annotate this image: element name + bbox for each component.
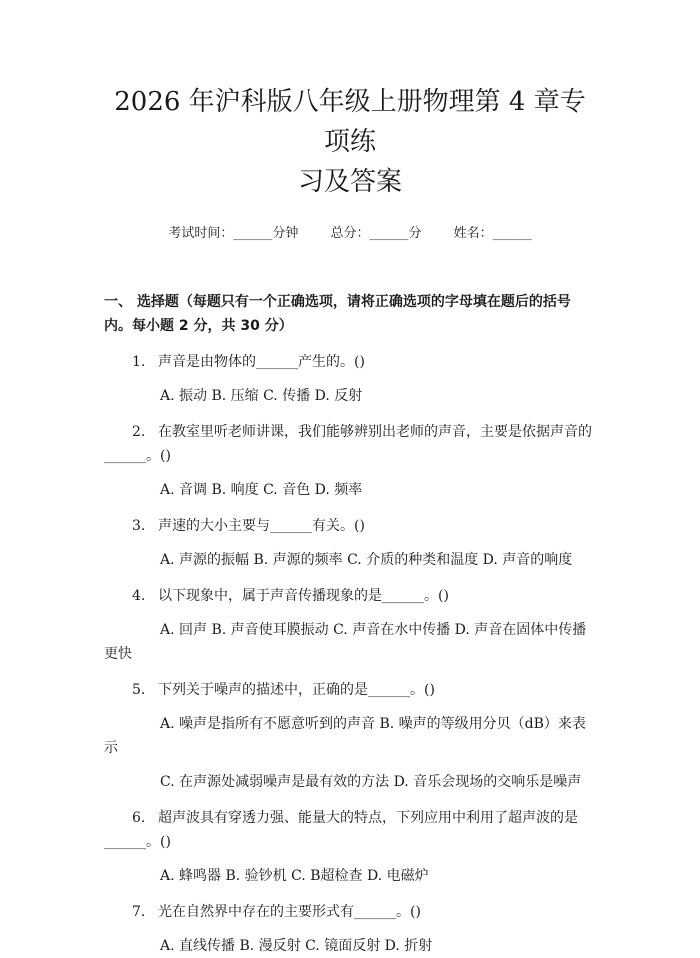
exam-time: 考试时间：______分钟 [168,226,299,241]
question-number: 2. [132,424,146,440]
title-line-2: 习及答案 [297,167,402,197]
exam-score: 总分：______分 [330,226,422,241]
question-stem: 声音是由物体的______产生的。() [158,354,365,370]
question-text [104,900,596,924]
question-options: A. 噪声是指所有不愿意听到的声音 B. 噪声的等级用分贝（dB）来表示 [104,716,586,756]
question-stem: 在教室里听老师讲课，我们能够辨别出老师的声音，主要是依据声音的______。() [104,424,592,464]
question-text [104,420,596,468]
question-text [104,584,596,608]
question-number: 7. [132,904,146,920]
question-stem: 下列关于噪声的描述中，正确的是______。() [158,682,435,698]
question-text [104,350,596,374]
question-number: 6. [132,810,146,826]
question-stem: 以下现象中，属于声音传播现象的是______。() [158,588,449,604]
question-stem: 超声波具有穿透力强、能量大的特点，下列应用中利用了超声波的是______。() [104,810,578,850]
question-options: A. 声源的振幅 B. 声源的频率 C. 介质的种类和温度 D. 声音的响度 [160,552,573,568]
document-title [104,0,596,202]
question-options: A. 振动 B. 压缩 C. 传播 D. 反射 [160,388,363,404]
question-number: 3. [132,518,146,534]
question-number: 5. [132,682,146,698]
question-number: 1. [132,354,146,370]
question-text [104,514,596,538]
question-options: A. 蜂鸣器 B. 验钞机 C. B超检查 D. 电磁炉 [160,868,429,884]
question-number: 4. [132,588,146,604]
exam-info [104,224,596,244]
question-options: A. 音调 B. 响度 C. 音色 D. 频率 [160,482,363,498]
section-heading: 一、 选择题（每题只有一个正确选项，请将正确选项的字母填在题后的括号内。每小题 2 分，共 30 分） [104,294,571,334]
question-text [104,806,596,854]
title-line-1: 2026 年沪科版八年级上册物理第 4 章专项练 [114,87,586,157]
question-text [104,678,596,702]
question-stem: 声速的大小主要与______有关。() [158,518,365,534]
question-options: C. 在声源处减弱噪声是最有效的方法 D. 音乐会现场的交响乐是噪声 [160,774,582,790]
question-options: A. 直线传播 B. 漫反射 C. 镜面反射 D. 折射 [160,938,433,954]
question-list [104,350,596,958]
exam-name: 姓名：______ [453,226,532,241]
question-options: A. 回声 B. 声音使耳膜振动 C. 声音在水中传播 D. 声音在固体中传播更快 [104,622,587,662]
question-stem: 光在自然界中存在的主要形式有______。() [158,904,421,920]
